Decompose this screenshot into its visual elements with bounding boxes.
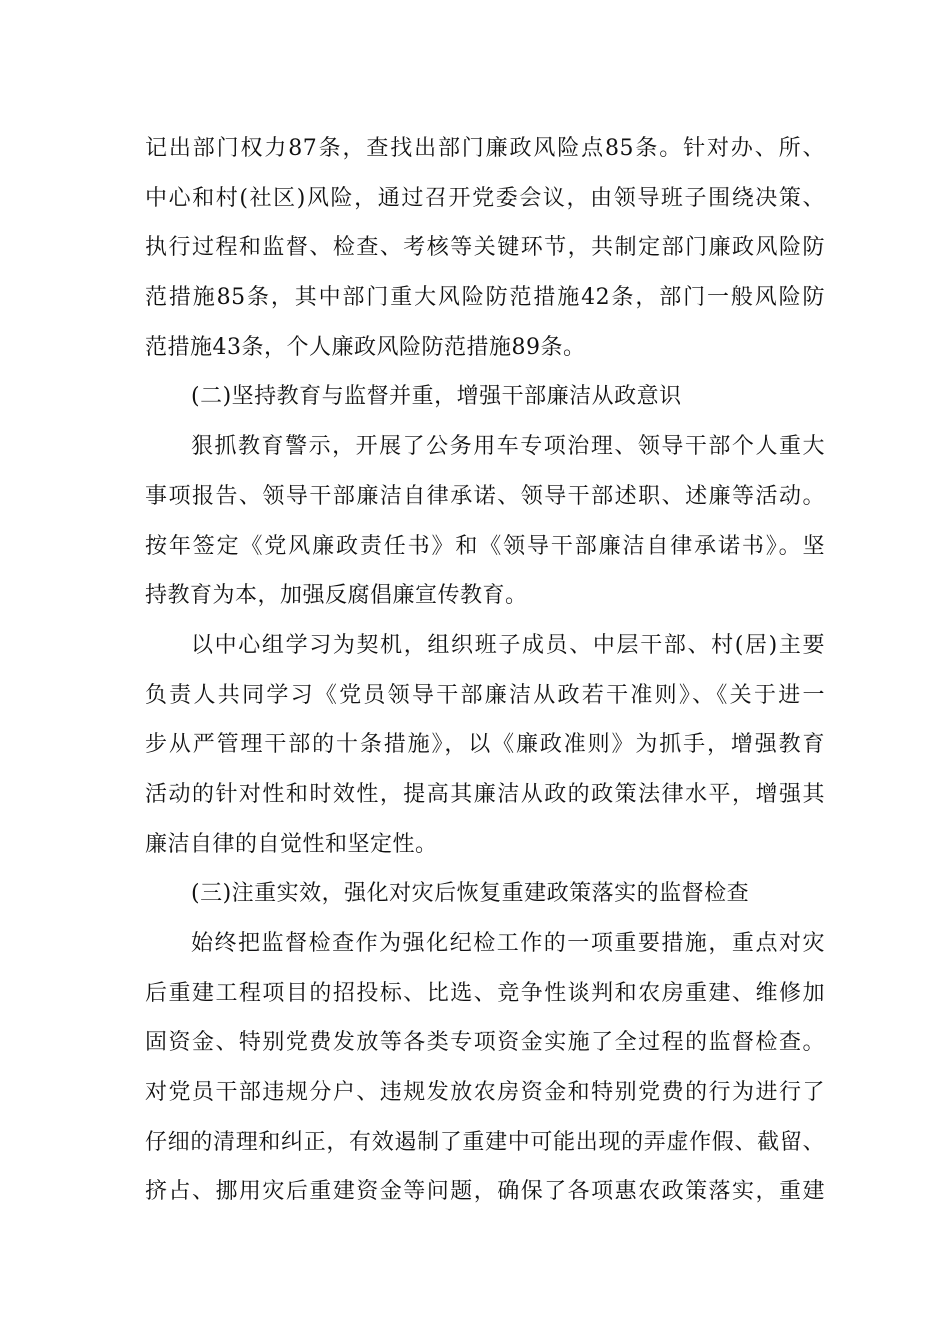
text-line: 事项报告、领导干部廉洁自律承诺、领导干部述职、述廉等活动。 [145,483,825,509]
text-line: 后重建工程项目的招投标、比选、竞争性谈判和农房重建、维修加 [145,980,825,1006]
text-line: 挤占、挪用灾后重建资金等问题，确保了各项惠农政策落实，重建 [145,1179,825,1205]
text-line: 负责人共同学习《党员领导干部廉洁从政若干准则》、《关于进一 [145,682,825,708]
text-line: 按年签定《党风廉政责任书》和《领导干部廉洁自律承诺书》。坚 [145,533,825,559]
text-line: 记出部门权力87条，查找出部门廉政风险点85条。针对办、所、 [145,136,825,161]
paragraph-first-line: 以中心组学习为契机，组织班子成员、中层干部、村(居)主要 [191,632,825,658]
text-line: 固资金、特别党费发放等各类专项资金实施了全过程的监督检查。 [145,1030,825,1056]
text-line: 步从严管理干部的十条措施》，以《廉政准则》为抓手，增强教育 [145,732,825,758]
text-line: 持教育为本，加强反腐倡廉宣传教育。 [145,583,528,609]
paragraph-first-line: 狠抓教育警示，开展了公务用车专项治理、领导干部个人重大 [191,434,825,460]
section-heading: (三)注重实效，强化对灾后恢复重建政策落实的监督检查 [191,881,750,907]
text-line: 执行过程和监督、检查、考核等关键环节，共制定部门廉政风险防 [145,235,825,261]
text-line: 中心和村(社区)风险，通过召开党委会议，由领导班子围绕决策、 [145,185,825,211]
text-line: 对党员干部违规分户、违规发放农房资金和特别党费的行为进行了 [145,1080,825,1106]
document-body [145,124,825,1217]
text-line: 仔细的清理和纠正，有效遏制了重建中可能出现的弄虚作假、截留、 [145,1129,825,1155]
text-line: 范措施43条，个人廉政风险防范措施89条。 [145,334,586,360]
text-line: 廉洁自律的自觉性和坚定性。 [145,831,438,857]
paragraph-first-line: 始终把监督检查作为强化纪检工作的一项重要措施，重点对灾 [191,931,825,956]
section-heading: (二)坚持教育与监督并重，增强干部廉洁从政意识 [191,384,682,410]
text-line: 活动的针对性和时效性，提高其廉洁从政的政策法律水平，增强其 [145,781,825,807]
text-line: 范措施85条，其中部门重大风险防范措施42条，部门一般风险防 [145,285,825,311]
